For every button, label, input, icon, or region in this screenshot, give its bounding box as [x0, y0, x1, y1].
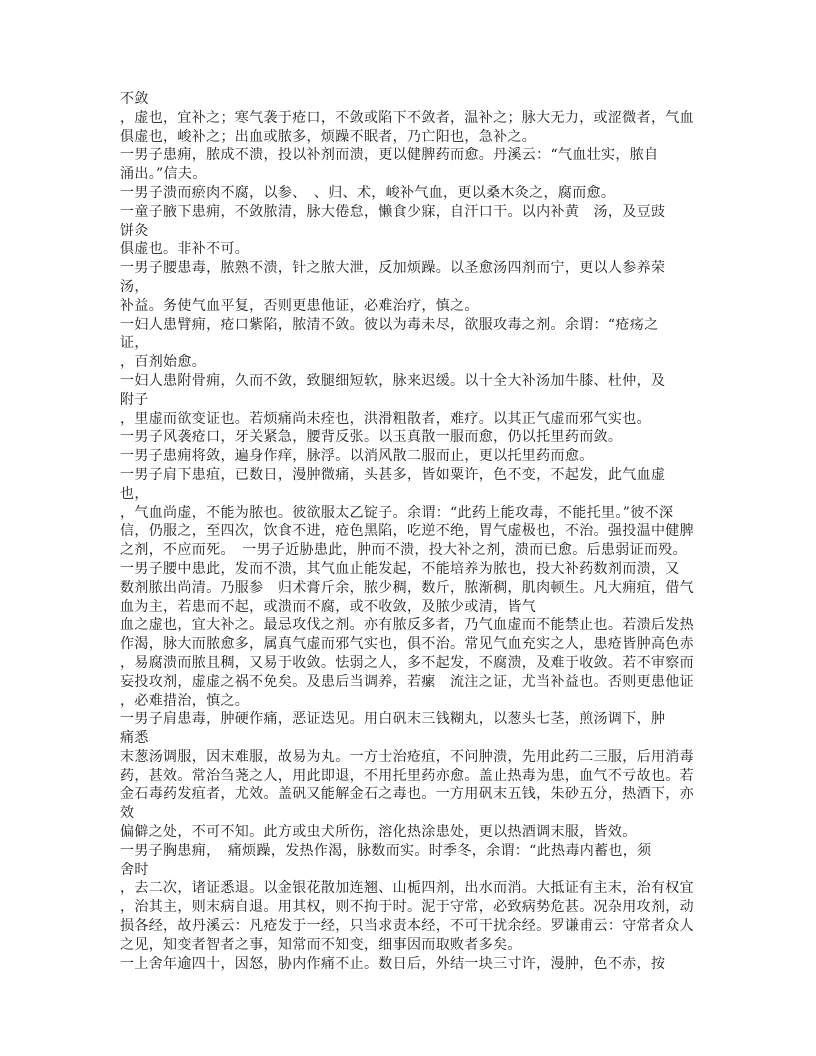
text-line: ，百剂始愈。 — [120, 354, 207, 371]
text-line: 也， — [120, 485, 149, 502]
text-line: 一妇人患附骨痈，久而不敛，致腿细短软，脉来迟缓。以十全大补汤加牛膝、杜仲，及 — [120, 372, 666, 389]
text-line: ，必难措治，慎之。 — [120, 692, 250, 709]
text-line: 俱虚也，峻补之；出血或脓多，烦躁不眠者，乃亡阳也，急补之。 — [120, 128, 537, 145]
text-line: 作渴，脉大而脓愈多，属真气虚而邪气实也，俱不治。常见气血充实之人，患疮皆肿高色赤 — [120, 636, 694, 653]
text-line: 一男子风袭疮口，牙关紧急，腰背反张。以玉真散一服而愈，仍以托里药而敛。 — [120, 429, 623, 446]
text-line: 汤， — [120, 278, 149, 295]
text-line: ，易腐溃而脓且稠，又易于收敛。怯弱之人，多不起发，不腐溃，及难于收敛。若不审察而 — [120, 654, 694, 671]
text-line: 一妇人患臂痈，疮口紫陷，脓清不敛。彼以为毒未尽，欲服攻毒之剂。余谓：“疮疡之 — [120, 316, 659, 333]
text-line: 一男子腰患毒，脓熟不溃，针之脓大泄，反加烦躁。以圣愈汤四剂而宁，更以人参养荣 — [120, 260, 666, 277]
text-line: ，去二次，诸证悉退。以金银花散加连翘、山栀四剂，出水而消。大抵证有主末，治有权宜 — [120, 880, 694, 897]
text-line: 血之虚也，宜大补之。最忌攻伐之剂。亦有脓反多者，乃气血虚而不能禁止也。若溃后发热 — [120, 617, 694, 634]
text-line: 舍时 — [120, 861, 149, 878]
text-line: 痛悉 — [120, 730, 149, 747]
text-line: ，虚也，宜补之；寒气袭于疮口，不敛或陷下不敛者，温补之；脉大无力，或涩微者，气血 — [120, 109, 694, 126]
text-line: 涌出。”信夫。 — [120, 166, 207, 183]
text-line: ，治其主，则末病自退。用其权，则不拘于时。泥于守常，必致病势危甚。况杂用攻剂，动 — [120, 899, 694, 916]
text-line: 之见，知变者智者之事，知常而不知变，细事因而取败者多矣。 — [120, 936, 522, 953]
text-line: 数剂脓出尚清。乃服参 归术膏斤余，脓少稠，数斤，脓渐稠，肌肉顿生。凡大痈疽，借气 — [120, 579, 694, 596]
text-line: 效 — [120, 805, 135, 822]
text-line: 损各经，故丹溪云：凡疮发于一经，只当求责本经，不可干扰余经。罗谦甫云：守常者众人 — [120, 918, 694, 935]
text-line: 之剂，不应而死。 一男子近胁患此，肿而不溃，投大补之剂，溃而已愈。后患弱证而殁。 — [120, 542, 687, 559]
text-line: 药，甚效。常治刍荛之人，用此即退，不用托里药亦愈。盖止热毒为患，血气不亏故也。若 — [120, 767, 694, 784]
text-line: 一男子患痈，脓成不溃，投以补剂而溃，更以健脾药而愈。丹溪云：“气血壮实，脓自 — [120, 147, 659, 164]
text-line: 证， — [120, 335, 149, 352]
text-line: 一男子腰中患此，发而不溃，其气血止能发起，不能培养为脓也，投大补药数剂而溃，又 — [120, 560, 680, 577]
text-line: 一男子肩下患疽，已数日，漫肿微痛，头甚多，皆如粟许，色不变，不起发，此气血虚 — [120, 466, 666, 483]
text-line: 偏僻之处，不可不知。此方或虫犬所伤，溶化热涂患处，更以热酒调末服，皆效。 — [120, 824, 637, 841]
text-line: 一男子肩患毒，肿硬作痛，恶证迭见。用白矾末三钱糊丸，以葱头七茎，煎汤调下，肿 — [120, 711, 666, 728]
text-line: 附子 — [120, 391, 149, 408]
text-line: 信，仍服之，至四次，饮食不进，疮色黑陷，吃逆不绝，胃气虚极也，不治。强投温中健脾 — [120, 523, 694, 540]
text-line: 补益。务使气血平复，否则更患他证，必难治疗，慎之。 — [120, 297, 479, 314]
text-line: ，里虚而欲变证也。若烦痛尚未痊也，洪滑粗散者，难疗。以其正气虚而邪气实也。 — [120, 410, 651, 427]
text-line: 金石毒药发疽者，尤效。盖矾又能解金石之毒也。一方用矾末五钱，朱砂五分，热酒下，亦 — [120, 786, 694, 803]
text-line: ，气血尚虚，不能为脓也。彼欲服太乙锭子。余谓：“此药上能攻毒，不能托里。”彼不深 — [120, 504, 674, 521]
text-line: 妄投攻剂，虚虚之祸不免矣。及患后当调养，若瘰 流注之证，尤当补益也。否则更患他证 — [120, 673, 694, 690]
text-line: 一男子胸患痈， 痛烦躁，发热作渴，脉数而实。时季冬，余谓：“此热毒内蓄也，须 — [120, 842, 652, 859]
text-line: 俱虚也。非补不可。 — [120, 241, 250, 258]
text-block — [120, 90, 710, 973]
text-line: 末葱汤调服，因末难服，故易为丸。一方士治疮疽，不问肿溃，先用此药二三服，后用消毒 — [120, 748, 694, 765]
text-line: 血为主，若患而不起，或溃而不腐，或不收敛，及脓少或清，皆气 — [120, 598, 537, 615]
text-line: 一男子患痈将敛，遍身作痒，脉浮。以消风散二服而止，更以托里药而愈。 — [120, 448, 594, 465]
text-line: 饼灸 — [120, 222, 149, 239]
text-line: 一上舍年逾四十，因怒，胁内作痛不止。数日后，外结一块三寸许，漫肿，色不赤，按 — [120, 955, 666, 972]
text-line: 一童子腋下患痈，不敛脓清，脉大倦怠，懒食少寐，自汗口干。以内补黄 汤，及豆豉 — [120, 203, 666, 220]
text-line: 一男子溃而瘀肉不腐，以参、 、归、术，峻补气血，更以桑木灸之，腐而愈。 — [120, 184, 616, 201]
text-line: 不敛 — [120, 91, 149, 107]
